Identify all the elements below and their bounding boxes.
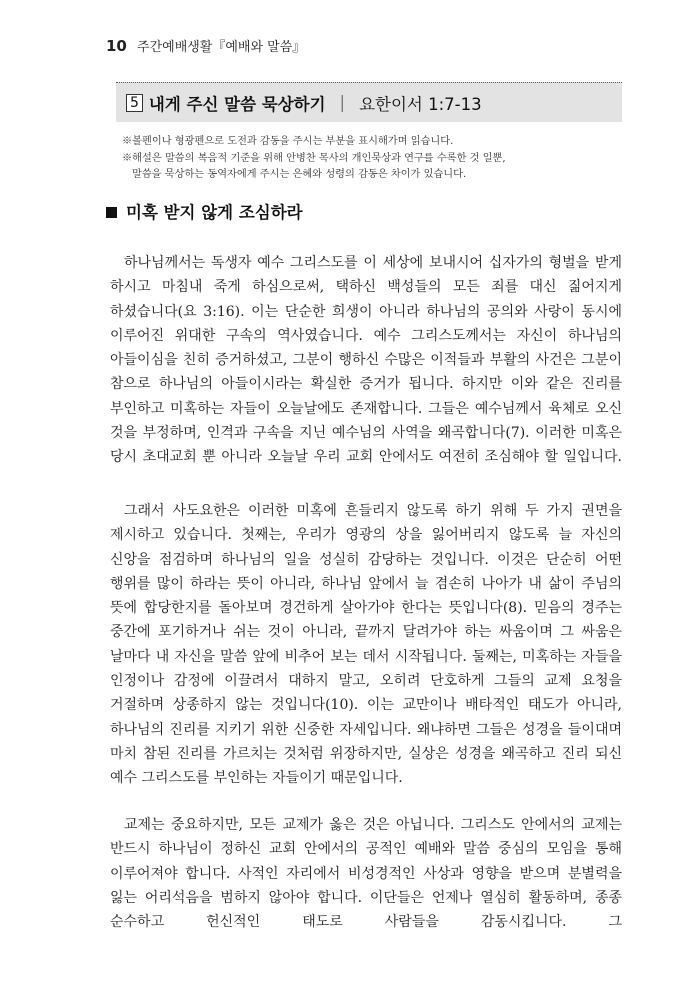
section-number-badge: 5 xyxy=(126,94,143,112)
square-bullet-icon xyxy=(106,207,117,218)
page-number: 10 xyxy=(106,37,127,55)
book-title: 주간예배생활『예배와 말씀』 xyxy=(137,40,306,55)
subheading-text: 미혹 받지 않게 조심하라 xyxy=(126,203,303,222)
running-header xyxy=(106,36,305,55)
reading-notes xyxy=(122,134,622,184)
note-line: ※해설은 말씀의 복음적 기준을 위해 안병찬 목사의 개인묵상과 연구를 수록한 것 일뿐, xyxy=(122,152,506,164)
section-separator: | xyxy=(339,93,346,112)
body-paragraph: 교제는 중요하지만, 모든 교제가 옳은 것은 아닙니다. 그리스도 안에서의 교제는 반드시 하나님이 정하신 교회 안에서의 공적인 예배와 말씀 중심의 모임을 통해 이루어져야 합니다. 사적인 자리에서 비성경적인 사상과 영향을 받으며 분별력을 잃는 어리석음을 범하지 않아야 합니다. 이단들은 언제나 열심히 활동하며, 종종 순수하고 헌신적인 태도로 사람들을 감동시킵니다. 그 xyxy=(110,817,622,931)
scripture-reference: 요한이서 1:7-13 xyxy=(359,94,482,114)
section-title: 내게 주신 말씀 묵상하기 xyxy=(148,94,326,114)
section-header xyxy=(116,82,622,122)
body-paragraph: 그래서 사도요한은 이러한 미혹에 흔들리지 않도록 하기 위해 두 가지 권면을 제시하고 있습니다. 첫째는, 우리가 영광의 상을 잃어버리지 않도록 늘 자신의 신앙을 점검하며 하나님의 일을 성실히 감당하는 것입니다. 이것은 단순히 어떤 행위를 많이 하라는 뜻이 아니라, 하나님 앞에서 늘 겸손히 나아가 내 삶이 주님의 뜻에 합당한지를 돌아보며 경건하게 살아가야 한다는 뜻입니다(8). 믿음의 경주는 중간에 포기하거나 쉬는 것이 아니라, 끝까지 달려가야 하는 싸움이며 그 싸움은 날마다 내 자신을 말씀 앞에 비추어 보는 데서 시작됩니다. 둘째는, 미혹하는 자들을 인정이나 감정에 이끌려서 대하지 말고, 오히려 단호하게 그들의 교제 요청을 거절하며 상종하지 않는 것입니다(10). 이는 교만이나 배타적인 태도가 아니라, 하나님의 진리를 지키기 위한 신중한 자세입니다. 왜냐하면 그들은 성경을 들이대며 마치 참된 진리를 가르치는 것처럼 위장하지만, 실상은 성경을 왜곡하고 진리 되신 예수 그리스도를 부인하는 자들이기 때문입니다. xyxy=(110,503,622,787)
body-paragraph: 하나님께서는 독생자 예수 그리스도를 이 세상에 보내시어 십자가의 형벌을 받게 하시고 마침내 죽게 하심으로써, 택하신 백성들의 모든 죄를 대신 짊어지게 하셨습니다(요 3:16). 이는 단순한 희생이 아니라 하나님의 공의와 사랑이 동시에 이루어진 위대한 구속의 역사였습니다. 예수 그리스도께서는 자신이 하나님의 아들이심을 친히 증거하셨고, 그분이 행하신 수많은 이적들과 부활의 사건은 그분이 참으로 하나님의 아들이시라는 확실한 증거가 됩니다. 하지만 이와 같은 진리를 부인하고 미혹하는 자들이 오늘날에도 존재합니다. 그들은 예수님께서 육체로 오신 것을 부정하며, 인격과 구속을 지닌 예수님의 사역을 왜곡합니다(7). 이러한 미혹은 당시 초대교회 뿐 아니라 오늘날 우리 교회 안에서도 여전히 조심해야 할 일입니다. xyxy=(110,255,622,466)
note-line: 말씀을 묵상하는 동역자에게 주시는 은혜와 성령의 감동은 차이가 있습니다. xyxy=(132,169,467,180)
subheading xyxy=(106,199,303,223)
note-line: ※볼펜이나 형광펜으로 도전과 감동을 주시는 부분을 표시해가며 읽습니다. xyxy=(122,136,454,147)
